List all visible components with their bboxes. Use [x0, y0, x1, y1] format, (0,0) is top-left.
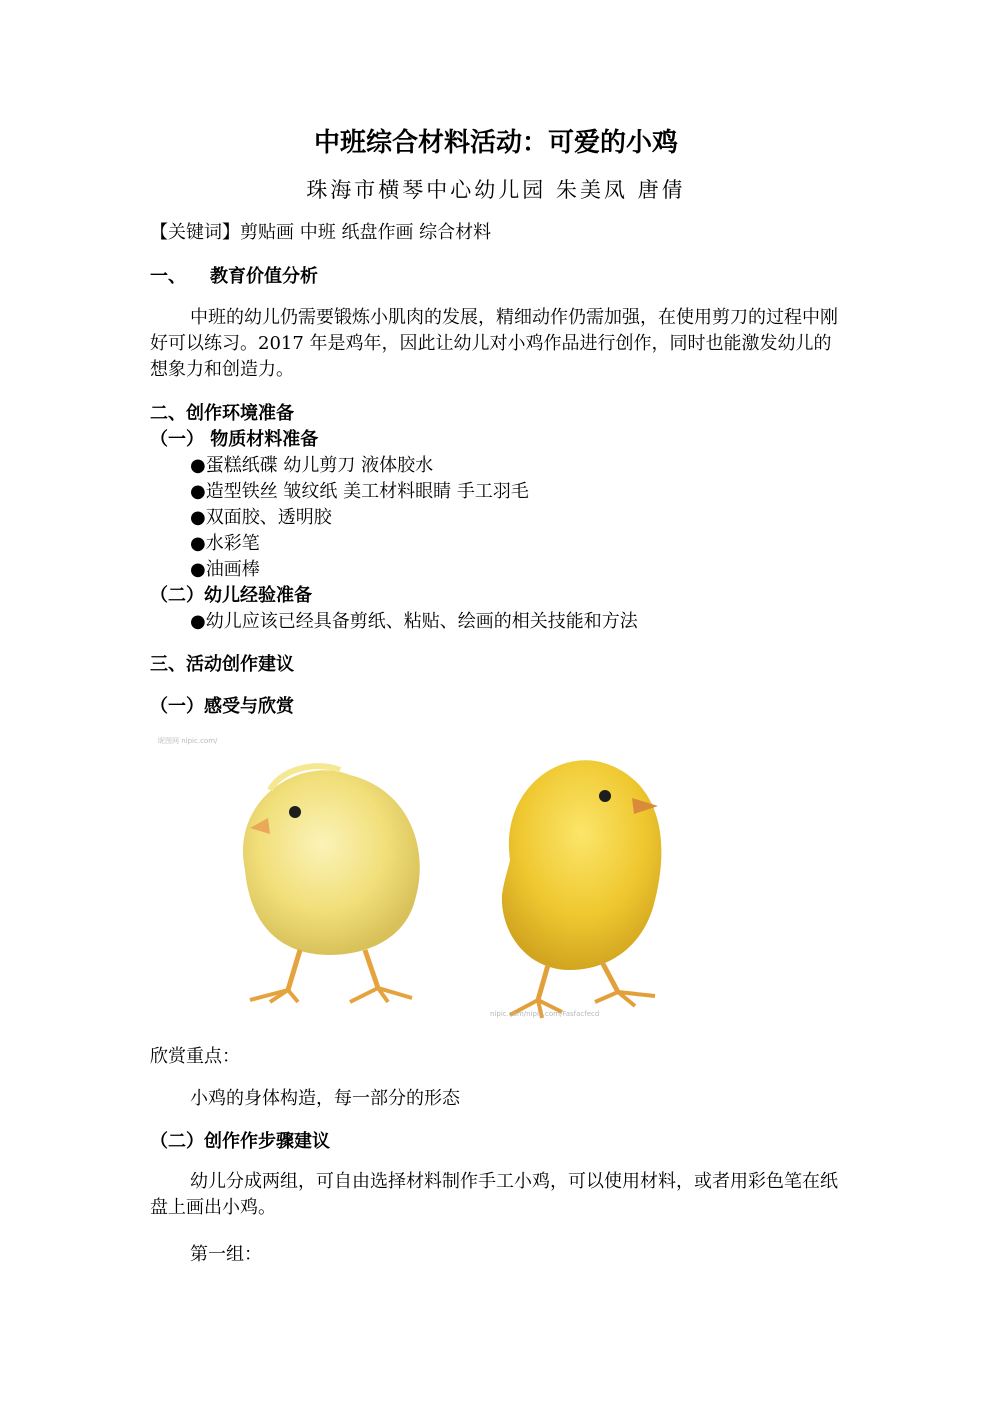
keywords: 【关键词】剪贴画 中班 纸盘作画 综合材料	[150, 222, 492, 243]
section-1-heading: 教育价值分析	[210, 266, 318, 287]
authors: 珠海市横琴中心幼儿园 朱美凤 唐倩	[306, 178, 686, 202]
section-2-heading: 二、创作环境准备	[150, 403, 294, 424]
material-item: ●蛋糕纸碟 幼儿剪刀 液体胶水	[190, 455, 434, 476]
material-item: ●造型铁丝 皱纹纸 美工材料眼睛 手工羽毛	[190, 481, 529, 502]
photo-watermark: 昵图网 nipic.com/	[158, 737, 218, 745]
section-2-sub2-heading: （二）幼儿经验准备	[150, 585, 312, 606]
section-3-heading: 三、活动创作建议	[150, 654, 294, 675]
document-title: 中班综合材料活动：可爱的小鸡	[313, 128, 678, 158]
section-1-number: 一、	[150, 266, 186, 287]
photo-watermark: nipic.com/nipic.com/Fasfacfecd	[490, 1010, 600, 1018]
section-3-paragraph-text: 幼儿分成两组，可自由选择材料制作手工小鸡，可以使用材料，或者用彩色笔在纸盘上画出小鸡。	[150, 1171, 838, 1218]
material-item: ●双面胶、透明胶	[190, 507, 332, 528]
section-3-sub2-heading: （二）创作作步骤建议	[150, 1131, 330, 1152]
appreciate-label: 欣赏重点：	[150, 1046, 240, 1067]
group-one-label: 第一组：	[190, 1244, 262, 1265]
section-3-sub1-heading: （一）感受与欣赏	[150, 696, 294, 717]
section-3-paragraph	[150, 1169, 840, 1221]
section-1-paragraph-text: 中班的幼儿仍需要锻炼小肌肉的发展，精细动作仍需加强，在使用剪刀的过程中刚好可以练习。2017 年是鸡年，因此让幼儿对小鸡作品进行创作，同时也能激发幼儿的想象力和创造力。	[150, 307, 838, 380]
section-1-paragraph	[150, 305, 840, 383]
chicks-photo	[150, 730, 710, 1030]
material-item: ●水彩笔	[190, 533, 260, 554]
experience-item: ●幼儿应该已经具备剪纸、粘贴、绘画的相关技能和方法	[190, 611, 638, 632]
chick-right	[502, 760, 662, 1018]
appreciate-text: 小鸡的身体构造，每一部分的形态	[190, 1088, 460, 1109]
chick-left	[243, 766, 420, 1002]
material-item: ●油画棒	[190, 559, 260, 580]
section-2-sub1-heading: （一） 物质材料准备	[150, 429, 319, 450]
chicks-illustration	[150, 730, 710, 1030]
